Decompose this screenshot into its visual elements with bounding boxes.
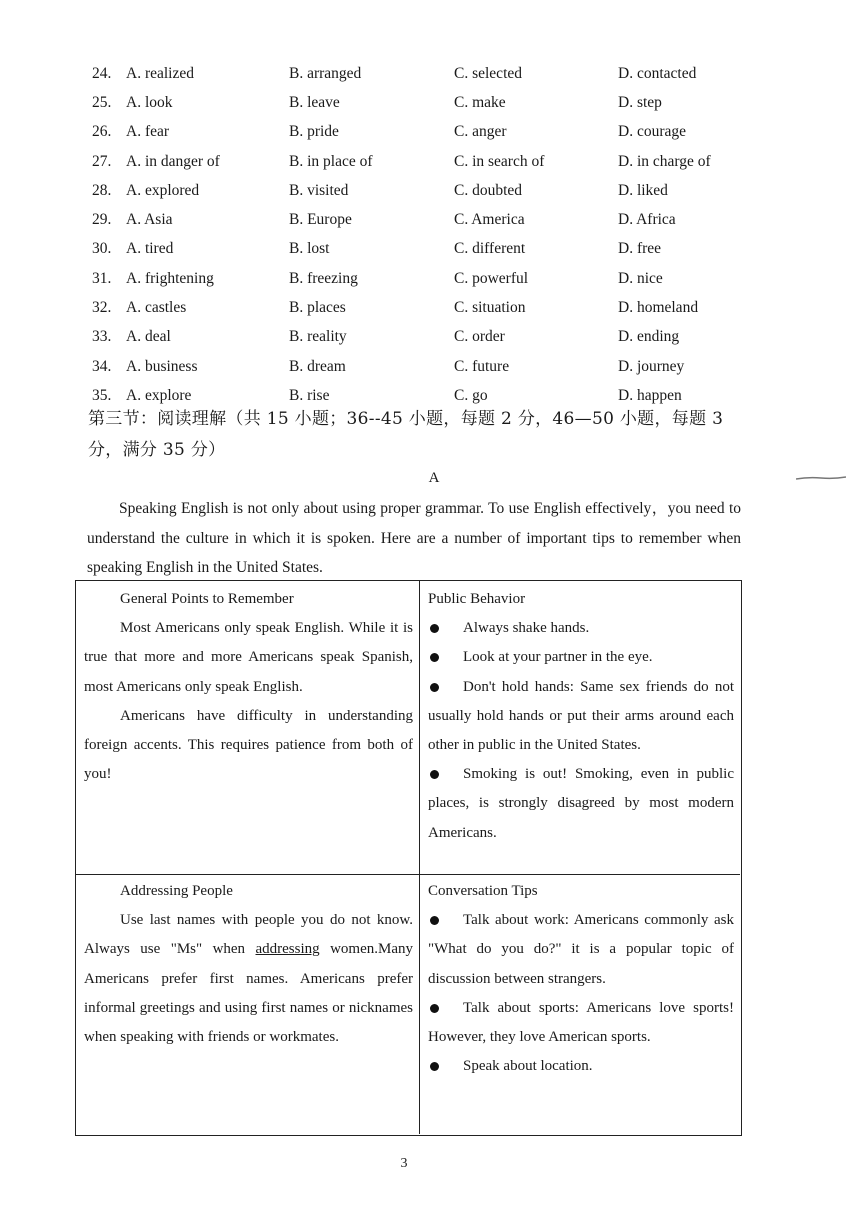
option-b: B. in place of xyxy=(289,152,373,170)
option-d: D. nice xyxy=(618,269,663,287)
option-c: C. anger xyxy=(454,123,507,141)
page-number: 3 xyxy=(400,1156,408,1171)
bullet-icon xyxy=(430,683,439,692)
option-a: A. castles xyxy=(126,299,187,317)
option-c: C. different xyxy=(454,240,526,258)
option-row xyxy=(92,264,772,293)
option-row xyxy=(92,205,772,234)
option-a: A. explored xyxy=(126,181,200,199)
question-number: 29. xyxy=(92,211,112,229)
option-a: A. in danger of xyxy=(126,152,220,170)
option-c: C. order xyxy=(454,328,505,346)
option-row xyxy=(92,147,772,176)
section-title: 第三节：阅读理解（共 15 小题；36--45 小题，每题 2 分，46—50 小题，每题 3 分，满分 35 分） xyxy=(88,409,724,460)
conversation-tip-item xyxy=(428,906,734,994)
option-row xyxy=(92,59,772,88)
question-number: 33. xyxy=(92,328,112,346)
addressing-underlined-word: addressing xyxy=(255,941,320,958)
question-number: 28. xyxy=(92,181,112,199)
option-c: C. doubted xyxy=(454,181,523,199)
option-d: D. step xyxy=(618,93,662,111)
option-d: D. homeland xyxy=(618,299,699,317)
bullet-icon xyxy=(430,624,439,633)
public-behavior-item-text: Don't hold hands: Same sex friends do not usually hold hands or put their arms around each other in public in the United States. xyxy=(428,678,734,754)
question-number: 30. xyxy=(92,240,112,258)
question-number: 31. xyxy=(92,269,112,287)
conversation-tips-list xyxy=(428,906,734,1081)
option-a: A. business xyxy=(126,357,198,375)
conversation-tip-item-text: Talk about work: Americans commonly ask "What do you do?" it is a popular topic of discussion between strangers. xyxy=(428,912,734,987)
option-b: B. reality xyxy=(289,328,347,346)
option-c: C. make xyxy=(454,93,506,111)
question-number: 24. xyxy=(92,64,112,82)
option-b: B. dream xyxy=(289,357,346,375)
option-b: B. places xyxy=(289,299,346,317)
option-b: B. leave xyxy=(289,93,340,111)
public-behavior-item xyxy=(428,673,734,761)
option-c: C. powerful xyxy=(454,269,529,287)
option-d: D. contacted xyxy=(618,64,697,82)
conversation-tip-item xyxy=(428,1052,734,1081)
bullet-icon xyxy=(430,653,439,662)
addressing-text-before: Use last names with people you do not know. Always use "Ms" when xyxy=(84,912,413,958)
option-row xyxy=(92,235,772,264)
addressing-people-cell xyxy=(76,875,420,1134)
public-behavior-item xyxy=(428,643,734,672)
public-behavior-cell xyxy=(420,581,740,875)
option-a: A. look xyxy=(126,93,173,111)
general-points-paragraph: Most Americans only speak English. While it is true that more and more Americans speak Spanish, most Americans only speak English. xyxy=(84,620,413,695)
question-number: 26. xyxy=(92,123,112,141)
question-number: 25. xyxy=(92,93,112,111)
conversation-tips-cell xyxy=(420,875,740,1134)
option-b: B. pride xyxy=(289,123,339,141)
bullet-icon xyxy=(430,770,439,779)
general-points-paragraph: Americans have difficulty in understanding foreign accents. This requires patience from both of you! xyxy=(84,707,413,783)
option-a: A. frightening xyxy=(126,269,214,287)
option-row xyxy=(92,176,772,205)
option-a: A. tired xyxy=(126,240,174,258)
option-a: A. Asia xyxy=(126,211,173,229)
option-c: C. future xyxy=(454,357,510,375)
option-d: D. liked xyxy=(618,181,668,199)
option-c: C. America xyxy=(454,211,525,229)
option-row xyxy=(92,88,772,117)
option-a: A. explore xyxy=(126,386,192,404)
option-c: C. selected xyxy=(454,64,523,82)
option-d: D. journey xyxy=(618,357,685,375)
tips-table xyxy=(75,580,742,1136)
option-row xyxy=(92,352,772,381)
option-b: B. lost xyxy=(289,240,330,258)
option-b: B. rise xyxy=(289,386,330,404)
option-a: A. fear xyxy=(126,123,170,141)
passage-letter: A xyxy=(428,470,440,486)
conversation-tip-item-text: Talk about sports: Americans love sports! However, they love American sports. xyxy=(428,999,734,1046)
public-behavior-item-text: Look at your partner in the eye. xyxy=(463,649,653,666)
addressing-people-paragraph xyxy=(84,906,413,1052)
scan-smudge-mark xyxy=(796,476,846,480)
options-list xyxy=(92,59,772,411)
option-d: D. in charge of xyxy=(618,152,711,170)
passage-intro: Speaking English is not only about using proper grammar. To use English effectively，you need to understand the culture in which it is spoken. Here are a number of important tips to remember when speaking English in the United States. xyxy=(87,500,741,576)
addressing-people-heading: Addressing People xyxy=(120,883,233,899)
option-b: B. freezing xyxy=(289,269,358,287)
option-d: D. courage xyxy=(618,123,686,141)
addressing-text-after: women.Many Americans prefer first names. Americans prefer informal greetings and using first names or nicknames when speaking with friends or workmates. xyxy=(84,941,413,1046)
option-d: D. ending xyxy=(618,328,680,346)
option-a: A. realized xyxy=(126,64,194,82)
bullet-icon xyxy=(430,1062,439,1071)
public-behavior-item xyxy=(428,614,734,643)
public-behavior-item-text: Smoking is out! Smoking, even in public places, is strongly disagreed by most modern Americans. xyxy=(428,766,734,841)
public-behavior-item-text: Always shake hands. xyxy=(463,620,590,637)
option-d: D. happen xyxy=(618,386,682,404)
conversation-tip-item-text: Speak about location. xyxy=(463,1058,593,1075)
option-b: B. arranged xyxy=(289,64,362,82)
general-points-cell xyxy=(76,581,420,875)
public-behavior-list xyxy=(428,614,734,848)
option-c: C. go xyxy=(454,386,488,404)
question-number: 35. xyxy=(92,386,112,404)
option-c: C. in search of xyxy=(454,152,545,170)
bullet-icon xyxy=(430,1004,439,1013)
general-points-heading: General Points to Remember xyxy=(120,591,294,607)
option-a: A. deal xyxy=(126,328,171,346)
option-d: D. free xyxy=(618,240,662,258)
public-behavior-heading: Public Behavior xyxy=(428,591,526,607)
option-row xyxy=(92,118,772,147)
public-behavior-item xyxy=(428,760,734,848)
option-b: B. visited xyxy=(289,181,349,199)
option-b: B. Europe xyxy=(289,211,352,229)
question-number: 27. xyxy=(92,152,112,170)
option-d: D. Africa xyxy=(618,211,676,229)
conversation-tips-heading: Conversation Tips xyxy=(428,883,538,899)
question-number: 34. xyxy=(92,357,112,375)
bullet-icon xyxy=(430,916,439,925)
option-c: C. situation xyxy=(454,299,526,317)
option-row xyxy=(92,293,772,322)
question-number: 32. xyxy=(92,299,112,317)
option-row xyxy=(92,323,772,352)
conversation-tip-item xyxy=(428,994,734,1052)
